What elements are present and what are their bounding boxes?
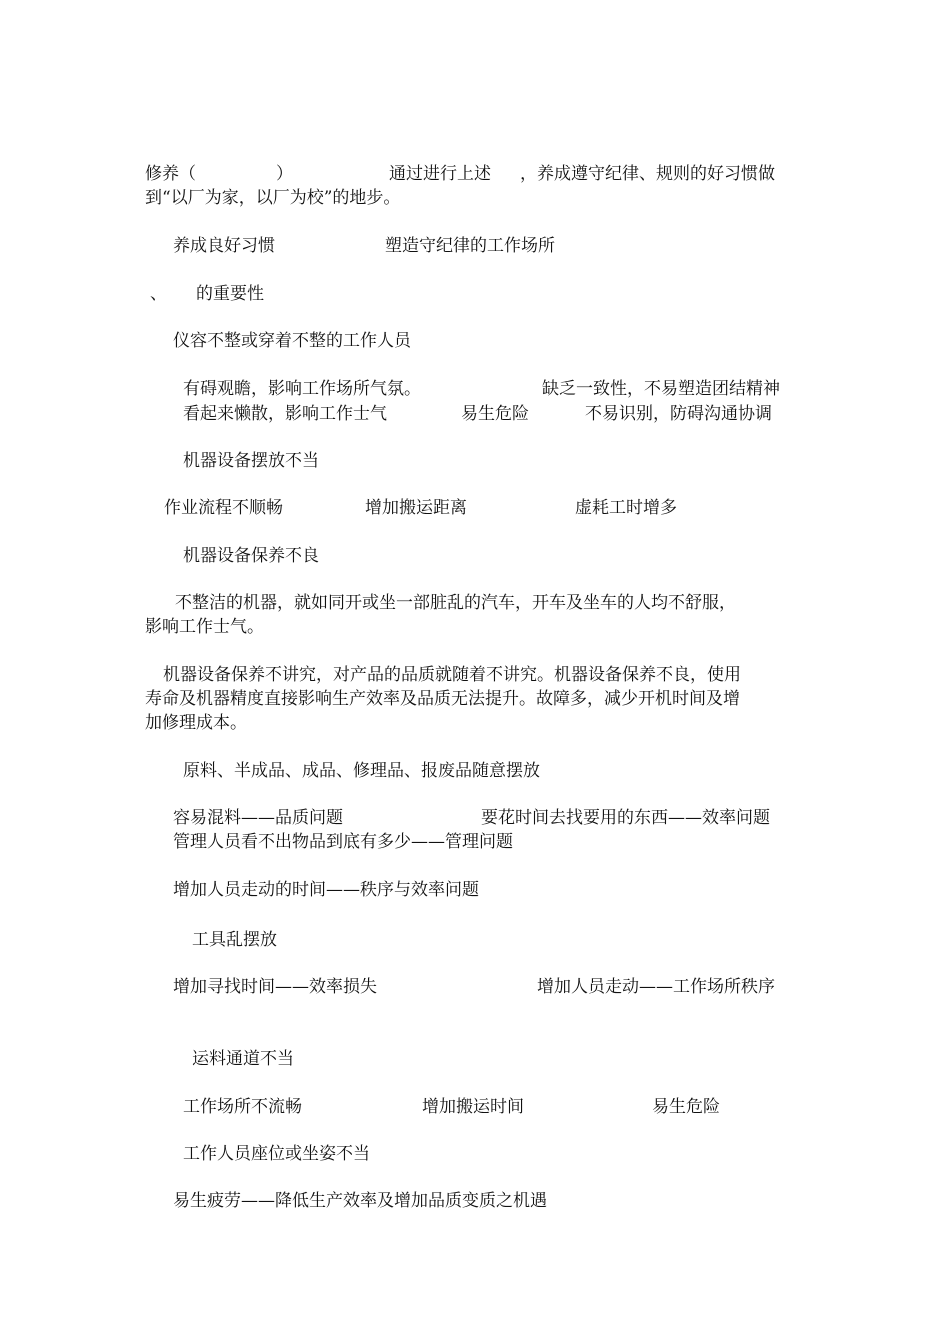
effect-text: 要花时间去找要用的东西——效率问题 bbox=[481, 808, 770, 828]
effect-text: 增加寻找时间——效率损失 bbox=[173, 977, 377, 997]
heading-tools: 工具乱摆放 bbox=[192, 930, 277, 950]
effect-text: 易生危险 bbox=[652, 1097, 720, 1117]
paragraph-line: 加修理成本。 bbox=[145, 713, 247, 733]
effect-text: 缺乏一致性，不易塑造团结精神 bbox=[542, 379, 780, 399]
effect-text: 容易混料——品质问题 bbox=[173, 808, 343, 828]
effect-text: 增加搬运距离 bbox=[365, 498, 467, 518]
section-mark: 、 bbox=[150, 284, 167, 304]
intro-text-d: ，养成遵守纪律、规则的好习惯做 bbox=[520, 164, 775, 184]
effect-text: 作业流程不顺畅 bbox=[164, 498, 283, 518]
intro-text-b: ） bbox=[276, 164, 293, 184]
intro-text-line2: 到“以厂为家，以厂为校”的地步。 bbox=[145, 188, 401, 208]
paragraph-line: 影响工作士气。 bbox=[145, 617, 264, 637]
effect-text: 增加搬运时间 bbox=[422, 1097, 524, 1117]
heading-materials: 原料、半成品、成品、修理品、报废品随意摆放 bbox=[183, 761, 540, 781]
effect-text: 不易识别，防碍沟通协调 bbox=[585, 404, 772, 424]
section-title-importance: 的重要性 bbox=[196, 284, 264, 304]
effect-text: 管理人员看不出物品到底有多少——管理问题 bbox=[173, 832, 513, 852]
heading-passage: 运料通道不当 bbox=[192, 1049, 294, 1069]
goal-habit: 养成良好习惯 bbox=[173, 236, 275, 256]
paragraph-line: 机器设备保养不讲究，对产品的品质就随着不讲究。机器设备保养不良，使用 bbox=[163, 665, 741, 685]
effect-text: 工作场所不流畅 bbox=[183, 1097, 302, 1117]
effect-text: 看起来懒散，影响工作士气 bbox=[183, 404, 387, 424]
intro-text-c: 通过进行上述 bbox=[389, 164, 491, 184]
effect-text: 有碍观瞻，影响工作场所气氛。 bbox=[183, 379, 421, 399]
intro-text-a: 修养（ bbox=[145, 164, 196, 184]
heading-machine-maintenance: 机器设备保养不良 bbox=[183, 546, 319, 566]
heading-appearance: 仪容不整或穿着不整的工作人员 bbox=[173, 331, 411, 351]
paragraph-line: 不整洁的机器，就如同开或坐一部脏乱的汽车，开车及坐车的人均不舒服， bbox=[175, 593, 736, 613]
effect-text: 易生疲劳——降低生产效率及增加品质变质之机遇 bbox=[173, 1191, 547, 1211]
effect-text: 易生危险 bbox=[461, 404, 529, 424]
goal-workplace: 塑造守纪律的工作场所 bbox=[385, 236, 555, 256]
effect-text: 增加人员走动——工作场所秩序 bbox=[537, 977, 775, 997]
heading-machine-placement: 机器设备摆放不当 bbox=[183, 451, 319, 471]
heading-seating: 工作人员座位或坐姿不当 bbox=[183, 1144, 370, 1164]
paragraph-line: 寿命及机器精度直接影响生产效率及品质无法提升。故障多，减少开机时间及增 bbox=[145, 689, 740, 709]
effect-text: 虚耗工时增多 bbox=[575, 498, 677, 518]
effect-text: 增加人员走动的时间——秩序与效率问题 bbox=[173, 880, 479, 900]
